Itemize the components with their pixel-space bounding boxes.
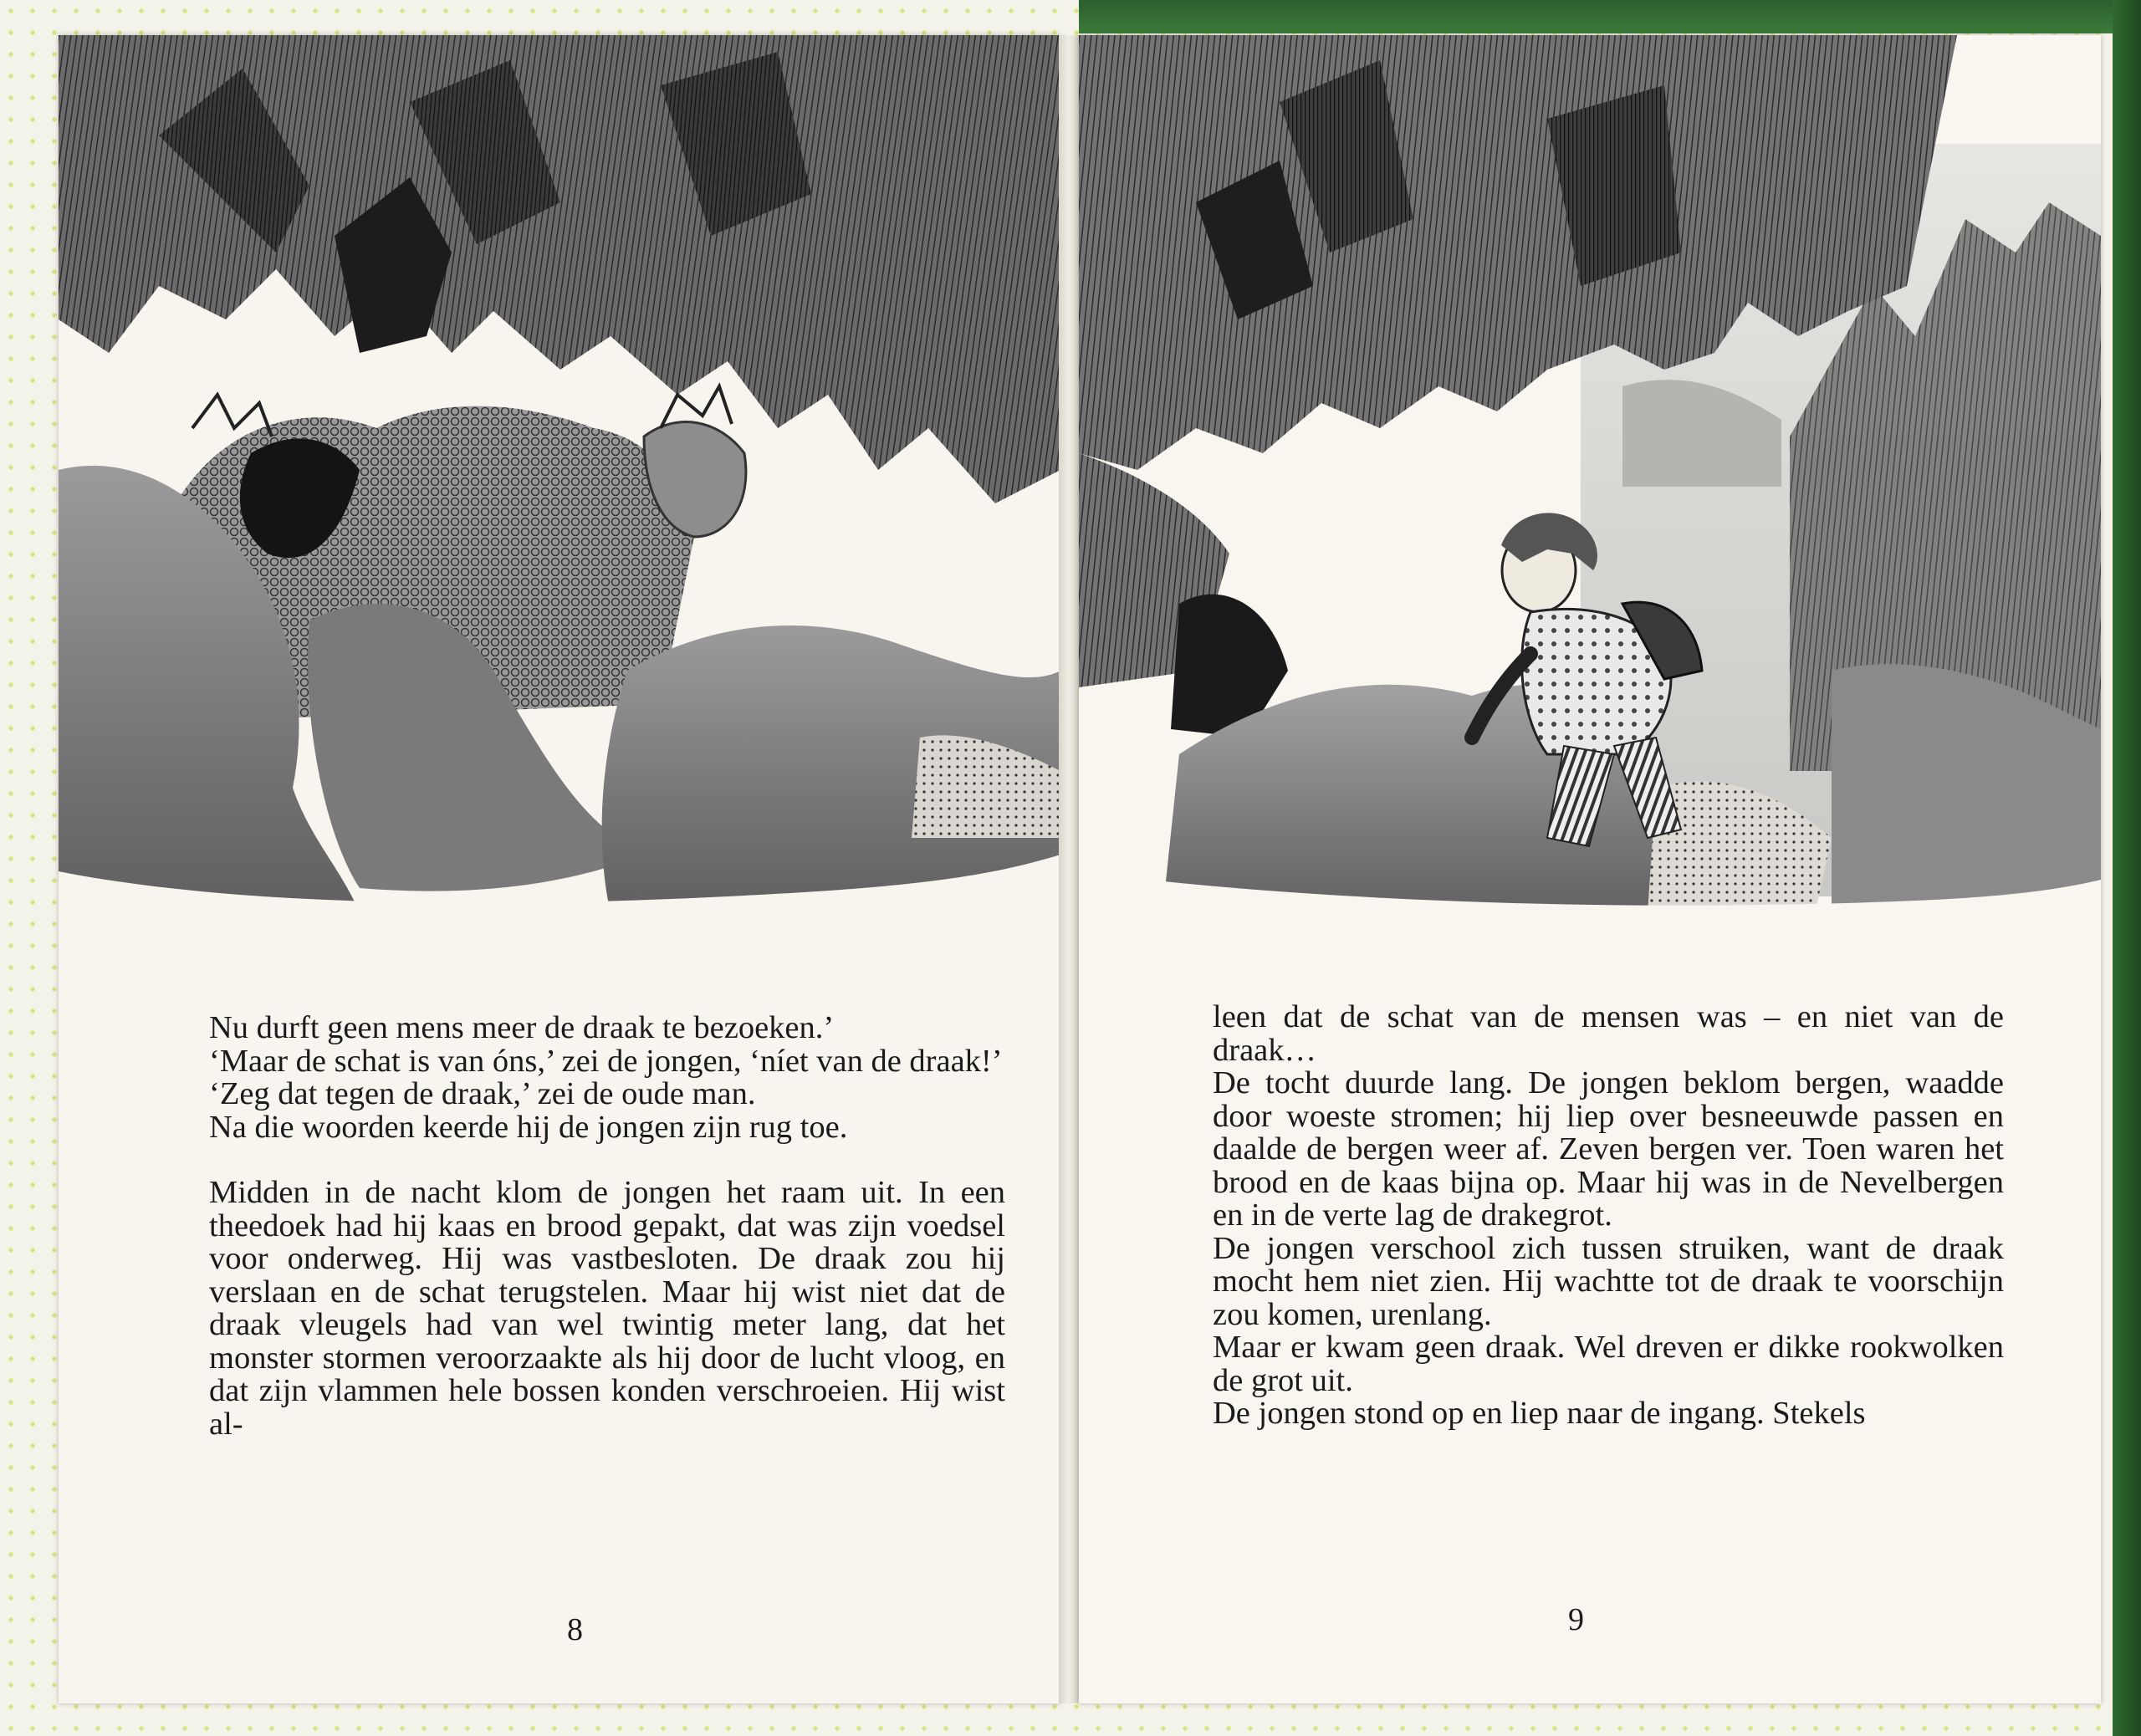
text-line: leen dat de schat van de mensen was – en niet van de draak…: [1213, 999, 2004, 1068]
text-line: De tocht duurde lang. De jongen beklom bergen, waadde door woeste stromen; hij liep over besneeuwde passen en daalde de bergen weer af. Zeven bergen ver. Toen waren het brood en de kaas bijna op. Maar hij was in de Nevelbergen en in de verte lag de drakegrot.: [1213, 1065, 2004, 1233]
page-number-right: 9: [1568, 1602, 1584, 1637]
page-number-left: 8: [567, 1612, 583, 1647]
text-line: Nu durft geen mens meer de draak te bezoeken.’: [209, 1010, 835, 1045]
text-line: De jongen verschool zich tussen struiken, want de draak mocht hem niet zien. Hij wachtte tot de draak te voorschijn zou komen, urenlang.: [1213, 1230, 2004, 1332]
paragraph-gap: [209, 1144, 1005, 1177]
right-page-text: [1213, 1001, 2004, 1431]
text-line: De jongen stond op en liep naar de ingang. Stekels: [1213, 1396, 1866, 1431]
text-line: ‘Zeg dat tegen de draak,’ zei de oude man.: [209, 1076, 756, 1111]
left-page-text: [209, 1012, 1005, 1441]
right-page: [1079, 35, 2101, 1703]
text-paragraph: Midden in de nacht klom de jongen het raam uit. In een theedoek had hij kaas en brood gepakt, dat was zijn voedsel voor onderweg. Hij was vastbesloten. De draak zou hij verslaan en de schat terugstelen. Maar hij wist niet dat de draak vleugels had van wel twintig meter lang, dat het monster stormen veroorzaakte als hij door de lucht vloog, en dat zijn vlammen hele bossen konden verschroeien. Hij wist al-: [209, 1175, 1005, 1442]
text-line: ‘Maar de schat is van óns,’ zei de jongen, ‘níet van de draak!’: [209, 1043, 1003, 1079]
book-gutter: [1059, 35, 1081, 1703]
text-line: Maar er kwam geen draak. Wel dreven er dikke rookwolken de grot uit.: [1213, 1330, 2004, 1398]
text-line: Na die woorden keerde hij de jongen zijn rug toe.: [209, 1109, 848, 1145]
cover-green-edge-top: [1079, 0, 2141, 33]
boy-climbing-illustration: [1079, 35, 2101, 913]
cover-green-edge-right: [2113, 0, 2141, 1736]
left-page: [59, 35, 1060, 1703]
dragon-cave-illustration: [59, 35, 1060, 913]
